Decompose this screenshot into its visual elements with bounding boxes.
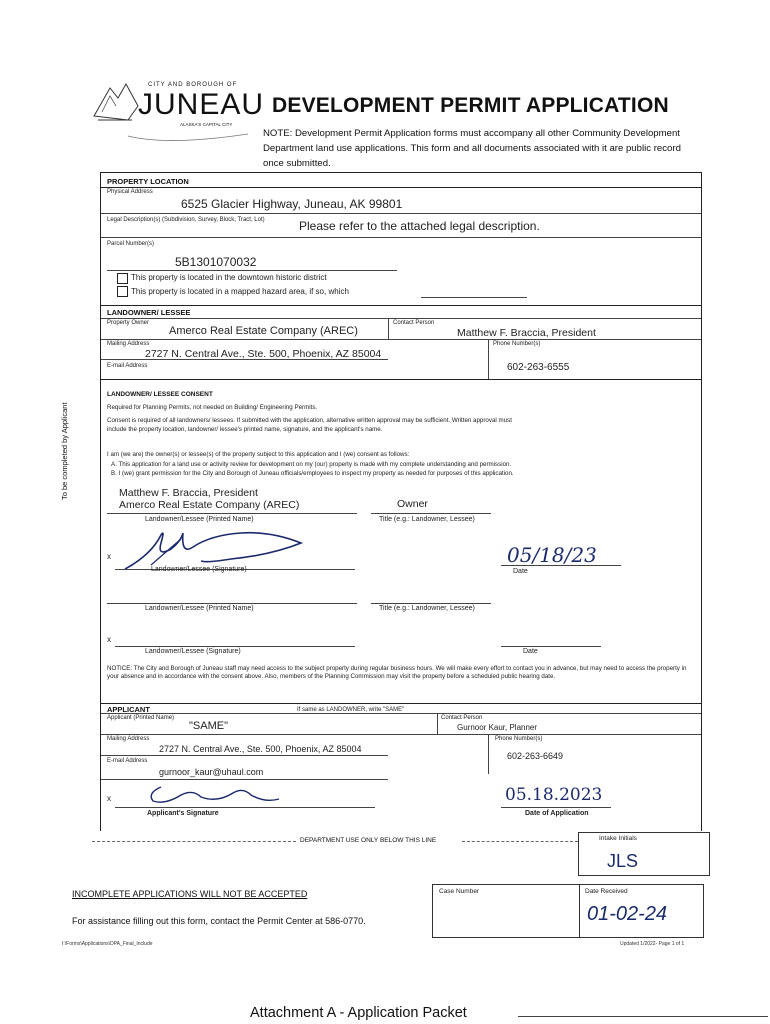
section-applicant: APPLICANT <box>107 705 150 714</box>
applicant-same-note: If same as LANDOWNER, write "SAME" <box>297 707 405 713</box>
consent-line-4: I am (we are) the owner(s) or lessee(s) of the property subject to this application and I (we) consent as follows: <box>107 451 410 458</box>
page-title: DEVELOPMENT PERMIT APPLICATION <box>272 94 669 117</box>
logo-text: JUNEAU <box>138 88 265 121</box>
notice-text: NOTICE: The City and Borough of Juneau staff may need access to the subject property during regular business hours. We will make every effort to contact you in advance, but may need to access the property in your absence and in accordance with the consent above. Also, members of the Planning Commission may visit the property before a scheduled public hearing date. <box>107 665 687 680</box>
date-received-field[interactable]: 01-02-24 <box>587 903 668 925</box>
legal-description-label: Legal Description(s) (Subdivision, Survey, Block, Tract, Lot) <box>107 217 265 223</box>
hazard-area-checkbox[interactable] <box>117 286 128 297</box>
intake-initials-field[interactable]: JLS <box>607 851 639 871</box>
signature-x-mark: x <box>107 552 111 561</box>
contact-person-label: Contact Person <box>393 320 435 326</box>
applicant-email-field[interactable]: gurnoor_kaur@uhaul.com <box>159 767 264 777</box>
email-label: E-mail Address <box>107 363 148 369</box>
phone-field[interactable]: 602-263-6555 <box>507 362 570 373</box>
assistance-text: For assistance filling out this form, contact the Permit Center at 586-0770. <box>72 916 366 926</box>
intake-initials-box <box>578 832 710 876</box>
title-label: Title (e.g.: Landowner, Lessee) <box>379 516 475 523</box>
applicant-signature-label: Applicant's Signature <box>147 810 219 817</box>
applicant-email-label: E-mail Address <box>107 758 148 764</box>
intake-initials-label: Intake Initials <box>599 835 637 842</box>
logo-small-top: CITY AND BOROUGH OF <box>148 82 238 88</box>
phone-label: Phone Number(s) <box>493 341 541 347</box>
applicant-contact-label: Contact Person <box>441 715 483 721</box>
legal-description-field[interactable]: Please refer to the attached legal description. <box>299 219 540 233</box>
landowner-printed-company[interactable]: Amerco Real Estate Company (AREC) <box>119 499 300 511</box>
applicant-mailing-label: Mailing Address <box>107 736 150 742</box>
vertical-label: To be completed by Applicant <box>60 402 69 500</box>
hazard-area-label: This property is located in a mapped hazard area, if so, which <box>131 287 349 296</box>
consent-line-1: Required for Planning Permits, not needed on Building/ Engineering Permits. <box>107 404 318 411</box>
applicant-x-mark: x <box>107 794 111 803</box>
incomplete-notice: INCOMPLETE APPLICATIONS WILL NOT BE ACCEPTED <box>72 889 308 899</box>
section-property: PROPERTY LOCATION <box>107 177 189 186</box>
case-number-label: Case Number <box>439 888 480 895</box>
permit-form <box>100 172 702 831</box>
property-owner-label: Property Owner <box>107 320 150 326</box>
logo-small-right: ALASKA'S CAPITAL CITY <box>180 122 233 127</box>
application-date-field[interactable]: 05.18.2023 <box>505 785 603 805</box>
consent-line-3: include the property location, landowner/ lessee's printed name, signature, and the applicant's name. <box>107 426 383 433</box>
property-owner-field[interactable]: Amerco Real Estate Company (AREC) <box>169 325 358 337</box>
applicant-name-label: Applicant (Printed Name) <box>107 715 175 721</box>
date-received-label: Date Received <box>585 888 628 895</box>
parcel-number-field[interactable]: 5B1301070032 <box>175 255 257 269</box>
physical-address-label: Physical Address <box>107 189 153 195</box>
landowner-title-field[interactable]: Owner <box>397 498 428 510</box>
date-label: Date <box>513 568 528 575</box>
landowner-printed-name[interactable]: Matthew F. Braccia, President <box>119 487 258 499</box>
section-landowner: LANDOWNER/ LESSEE <box>107 308 191 317</box>
historic-district-checkbox[interactable] <box>117 273 128 284</box>
parcel-number-label: Parcel Number(s) <box>107 241 155 247</box>
consent-line-6: B. I (we) grant permission for the City and Borough of Juneau officials/employees to inspect my property as needed for purposes of this application. <box>111 470 514 477</box>
applicant-phone-field[interactable]: 602-263-6649 <box>507 751 564 761</box>
physical-address-field[interactable]: 6525 Glacier Highway, Juneau, AK 99801 <box>181 197 403 211</box>
mailing-address-field[interactable]: 2727 N. Central Ave., Ste. 500, Phoenix, AZ 85004 <box>145 348 382 360</box>
applicant-phone-label: Phone Number(s) <box>495 736 543 742</box>
department-divider: DEPARTMENT USE ONLY BELOW THIS LINE <box>300 837 437 844</box>
case-box <box>432 884 704 938</box>
section-consent: LANDOWNER/ LESSEE CONSENT <box>107 391 213 398</box>
consent-line-5: A. This application for a land use or activity review for development on my (our) property is made with my complete understanding and permission. <box>111 461 512 468</box>
printed-name-label: Landowner/Lessee (Printed Name) <box>145 516 254 523</box>
mailing-address-label: Mailing Address <box>107 341 150 347</box>
title-label-2: Title (e.g.: Landowner, Lessee) <box>379 605 475 612</box>
header-note: NOTE: Development Permit Application forms must accompany all other Community Development Department land use applications. This form and all documents associated with it are public record once submitted. <box>263 128 681 169</box>
applicant-mailing-field[interactable]: 2727 N. Central Ave., Ste. 500, Phoenix, AZ 85004 <box>159 744 362 754</box>
consent-date-field[interactable]: 05/18/23 <box>507 543 597 567</box>
cbj-logo <box>88 76 265 156</box>
applicant-contact-field[interactable]: Gurnoor Kaur, Planner <box>457 723 538 732</box>
attachment-label: Attachment A - Application Packet <box>250 1005 467 1021</box>
signature-label: Landowner/Lessee (Signature) <box>151 566 247 573</box>
consent-line-2: Consent is required of all landowners/ lessees. If submitted with the application, alternative written approval may be sufficient. Written approval must <box>107 417 512 424</box>
signature-label-2: Landowner/Lessee (Signature) <box>145 648 241 655</box>
signature-x-mark-2: x <box>107 635 111 644</box>
footer-path: I:\Forms\Applications\DPA_Final_Include <box>62 941 153 947</box>
historic-district-label: This property is located in the downtown historic district <box>131 273 327 282</box>
applicant-name-field[interactable]: "SAME" <box>189 720 228 732</box>
contact-person-field[interactable]: Matthew F. Braccia, President <box>457 327 596 339</box>
application-date-label: Date of Application <box>525 810 589 817</box>
footer-page: Updated 1/2022- Page 1 of 1 <box>620 941 685 947</box>
printed-name-label-2: Landowner/Lessee (Printed Name) <box>145 605 254 612</box>
date-label-2: Date <box>523 648 538 655</box>
